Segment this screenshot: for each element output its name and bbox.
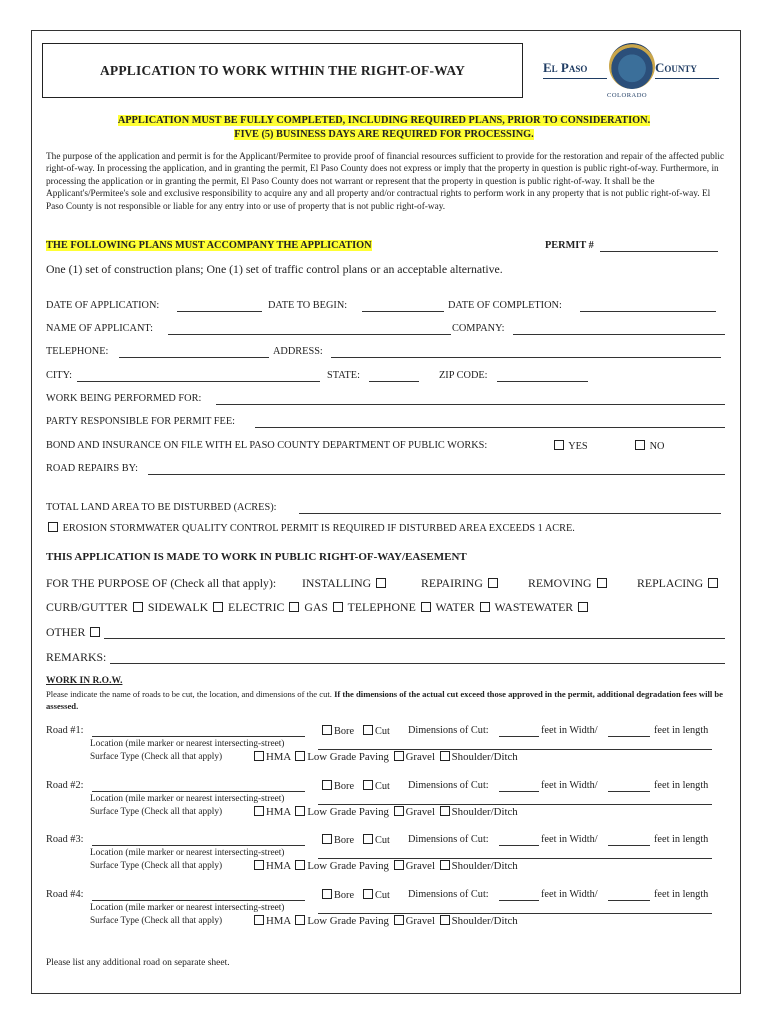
other-checkbox[interactable] xyxy=(90,627,100,637)
shoulder-ditch-option[interactable]: Shoulder/Ditch xyxy=(438,915,518,927)
cut-checkbox[interactable] xyxy=(363,780,373,790)
el-paso-county-logo xyxy=(543,43,719,101)
state-label: STATE: xyxy=(327,370,360,381)
plans-required-text: One (1) set of construction plans; One (1) set of traffic control plans or an acceptable alternative. xyxy=(46,262,503,276)
hma-checkbox[interactable] xyxy=(254,806,264,816)
date-of-completion-label: DATE OF COMPLETION: xyxy=(448,300,562,311)
length-field[interactable] xyxy=(608,736,650,737)
road-label: Road #1: xyxy=(46,725,84,736)
other-option[interactable]: OTHER xyxy=(46,625,102,640)
telephone-label: TELEPHONE: xyxy=(46,346,109,357)
telephone-checkbox[interactable] xyxy=(421,602,431,612)
road-label: Road #4: xyxy=(46,889,84,900)
road-name-field[interactable] xyxy=(92,845,305,846)
zip-code-label: ZIP CODE: xyxy=(439,370,488,381)
form-title-box xyxy=(42,43,523,98)
gravel-checkbox[interactable] xyxy=(394,915,404,925)
curb-gutter-checkbox[interactable] xyxy=(133,602,143,612)
gravel-option[interactable]: Gravel xyxy=(392,915,435,927)
form-title: APPLICATION TO WORK WITHIN THE RIGHT-OF-WAY xyxy=(99,62,466,78)
width-field[interactable] xyxy=(499,845,539,846)
remarks-label: REMARKS: xyxy=(46,650,107,664)
other-field[interactable] xyxy=(104,638,725,639)
location-label: Location (mile marker or nearest intersecting-street) xyxy=(90,794,285,804)
width-label: feet in Width/ xyxy=(541,725,598,736)
hma-checkbox[interactable] xyxy=(254,915,264,925)
length-label: feet in length xyxy=(654,834,709,845)
low-grade-paving-checkbox[interactable] xyxy=(295,860,305,870)
bore-option[interactable]: Bore xyxy=(320,725,354,737)
purpose-paragraph: The purpose of the application and permit is for the Applicant/Permitee to provide proof of financial resources sufficient to provide for the restoration and repair of the affected public right-of-way. In processing the application, and in granting the permit, El Paso County does not express or imply that the property in question is public right-of-way. Furthermore, in processing the application or in granting the permit, El Paso County does not warrant or represent that the property in question is public right-of-way. It shall be the Applicant's/Permitee's sole and exclusive responsibility to acquire any and all property and/or contractual rights to perform work in any property that is not public right-of-way. El Paso County is not responsible or liable for any entry into or use of property that is not public right-of-way. xyxy=(46,152,725,212)
permit-number-field[interactable] xyxy=(600,251,718,252)
surface-options xyxy=(252,915,518,927)
gravel-option[interactable]: Gravel xyxy=(392,751,435,763)
road-name-field[interactable] xyxy=(92,791,305,792)
road-name-field[interactable] xyxy=(92,736,305,737)
logo-subtitle: COLORADO xyxy=(607,92,648,99)
applicant-name-label: NAME OF APPLICANT: xyxy=(46,323,154,334)
wastewater-option[interactable]: WASTEWATER xyxy=(495,600,591,614)
notice-line-1: APPLICATION MUST BE FULLY COMPLETED, INCLUDING REQUIRED PLANS, PRIOR TO CONSIDERATION. xyxy=(117,115,651,126)
state-field[interactable] xyxy=(369,381,419,382)
easement-heading: THIS APPLICATION IS MADE TO WORK IN PUBLIC RIGHT-OF-WAY/EASEMENT xyxy=(46,551,467,563)
installing-option[interactable]: INSTALLING xyxy=(302,576,388,591)
width-label: feet in Width/ xyxy=(541,834,598,845)
width-field[interactable] xyxy=(499,736,539,737)
address-label: ADDRESS: xyxy=(273,346,323,357)
date-of-application-label: DATE OF APPLICATION: xyxy=(46,300,160,311)
gravel-checkbox[interactable] xyxy=(394,751,404,761)
length-label: feet in length xyxy=(654,889,709,900)
curb-gutter-option[interactable]: CURB/GUTTER xyxy=(46,600,145,614)
surface-options xyxy=(252,751,518,763)
road-label: Road #3: xyxy=(46,834,84,845)
row-instructions: Please indicate the name of roads to be cut, the location, and dimensions of the cut. If the dimensions of the actual cut exceed those approved in the permit, additional degradation fees will be assessed. xyxy=(46,689,724,711)
plans-heading: THE FOLLOWING PLANS MUST ACCOMPANY THE APPLICATION xyxy=(46,240,372,251)
location-label: Location (mile marker or nearest intersecting-street) xyxy=(90,903,285,913)
work-performed-for-label: WORK BEING PERFORMED FOR: xyxy=(46,393,202,404)
sidewalk-checkbox[interactable] xyxy=(213,602,223,612)
work-in-row-heading: WORK IN R.O.W. xyxy=(46,676,123,686)
work-performed-for-field[interactable] xyxy=(216,404,725,405)
width-label: feet in Width/ xyxy=(541,889,598,900)
shoulder-ditch-checkbox[interactable] xyxy=(440,806,450,816)
low-grade-paving-option[interactable]: Low Grade Paving xyxy=(293,860,389,872)
date-of-completion-field[interactable] xyxy=(580,311,716,312)
shoulder-ditch-checkbox[interactable] xyxy=(440,915,450,925)
bore-option[interactable]: Bore xyxy=(320,889,354,901)
party-responsible-label: PARTY RESPONSIBLE FOR PERMIT FEE: xyxy=(46,416,235,427)
gas-checkbox[interactable] xyxy=(333,602,343,612)
shoulder-ditch-option[interactable]: Shoulder/Ditch xyxy=(438,751,518,763)
bond-yes-option[interactable]: YES xyxy=(552,440,588,452)
party-responsible-field[interactable] xyxy=(255,427,725,428)
bore-checkbox[interactable] xyxy=(322,889,332,899)
company-field[interactable] xyxy=(513,334,725,335)
bore-checkbox[interactable] xyxy=(322,780,332,790)
dimensions-label: Dimensions of Cut: xyxy=(408,725,489,736)
date-to-begin-label: DATE TO BEGIN: xyxy=(268,300,348,311)
cut-option[interactable]: Cut xyxy=(361,834,390,846)
low-grade-paving-option[interactable]: Low Grade Paving xyxy=(293,806,389,818)
address-field[interactable] xyxy=(331,357,721,358)
utility-options-row xyxy=(46,600,590,615)
applicant-name-field[interactable] xyxy=(168,334,451,335)
logo-text-left: El Paso xyxy=(543,60,588,75)
notice-line-2: FIVE (5) BUSINESS DAYS ARE REQUIRED FOR PROCESSING. xyxy=(234,129,534,140)
gas-option[interactable]: GAS xyxy=(304,600,345,614)
logo-rule-left xyxy=(543,78,607,79)
gravel-checkbox[interactable] xyxy=(394,860,404,870)
removing-option[interactable]: REMOVING xyxy=(528,576,609,591)
width-field[interactable] xyxy=(499,791,539,792)
surface-type-label: Surface Type (Check all that apply) xyxy=(90,752,223,762)
erosion-permit-option[interactable]: EROSION STORMWATER QUALITY CONTROL PERMIT IS REQUIRED IF DISTURBED AREA EXCEEDS 1 ACRE. xyxy=(46,522,575,534)
hma-option[interactable]: HMA xyxy=(252,806,291,818)
road-repairs-label: ROAD REPAIRS BY: xyxy=(46,463,138,474)
dimensions-label: Dimensions of Cut: xyxy=(408,780,489,791)
length-field[interactable] xyxy=(608,845,650,846)
zip-code-field[interactable] xyxy=(497,381,588,382)
low-grade-paving-option[interactable]: Low Grade Paving xyxy=(293,915,389,927)
logo-text-right: County xyxy=(655,60,697,75)
low-grade-paving-checkbox[interactable] xyxy=(295,806,305,816)
low-grade-paving-option[interactable]: Low Grade Paving xyxy=(293,751,389,763)
location-label: Location (mile marker or nearest intersecting-street) xyxy=(90,848,285,858)
installing-checkbox[interactable] xyxy=(376,578,386,588)
length-field[interactable] xyxy=(608,791,650,792)
removing-checkbox[interactable] xyxy=(597,578,607,588)
width-field[interactable] xyxy=(499,900,539,901)
shoulder-ditch-checkbox[interactable] xyxy=(440,751,450,761)
replacing-option[interactable]: REPLACING xyxy=(637,576,720,591)
low-grade-paving-checkbox[interactable] xyxy=(295,915,305,925)
road-label: Road #2: xyxy=(46,780,84,791)
dimensions-label: Dimensions of Cut: xyxy=(408,834,489,845)
erosion-permit-checkbox[interactable] xyxy=(48,522,58,532)
date-of-application-field[interactable] xyxy=(177,311,262,312)
electric-option[interactable]: ELECTRIC xyxy=(228,600,301,614)
bond-insurance-label: BOND AND INSURANCE ON FILE WITH EL PASO COUNTY DEPARTMENT OF PUBLIC WORKS: xyxy=(46,440,488,451)
cut-checkbox[interactable] xyxy=(363,725,373,735)
land-area-field[interactable] xyxy=(299,513,721,514)
location-field[interactable] xyxy=(318,858,712,859)
electric-checkbox[interactable] xyxy=(289,602,299,612)
gravel-checkbox[interactable] xyxy=(394,806,404,816)
bond-yes-checkbox[interactable] xyxy=(554,440,564,450)
hma-option[interactable]: HMA xyxy=(252,860,291,872)
sidewalk-option[interactable]: SIDEWALK xyxy=(148,600,225,614)
gravel-option[interactable]: Gravel xyxy=(392,806,435,818)
telephone-field[interactable] xyxy=(119,357,269,358)
hma-option[interactable]: HMA xyxy=(252,751,291,763)
bore-checkbox[interactable] xyxy=(322,725,332,735)
water-checkbox[interactable] xyxy=(480,602,490,612)
location-field[interactable] xyxy=(318,804,712,805)
city-field[interactable] xyxy=(77,381,320,382)
width-label: feet in Width/ xyxy=(541,780,598,791)
bond-no-option[interactable]: NO xyxy=(633,440,664,452)
cut-option[interactable]: Cut xyxy=(361,780,390,792)
cut-option[interactable]: Cut xyxy=(361,889,390,901)
replacing-checkbox[interactable] xyxy=(708,578,718,588)
surface-options xyxy=(252,860,518,872)
hma-option[interactable]: HMA xyxy=(252,915,291,927)
road-repairs-field[interactable] xyxy=(148,474,725,475)
cut-option[interactable]: Cut xyxy=(361,725,390,737)
cut-checkbox[interactable] xyxy=(363,834,373,844)
land-area-label: TOTAL LAND AREA TO BE DISTURBED (ACRES): xyxy=(46,502,277,513)
purpose-label: FOR THE PURPOSE OF (Check all that apply): xyxy=(46,576,277,590)
cut-checkbox[interactable] xyxy=(363,889,373,899)
bore-option[interactable]: Bore xyxy=(320,780,354,792)
length-label: feet in length xyxy=(654,725,709,736)
company-label: COMPANY: xyxy=(452,323,505,334)
hma-checkbox[interactable] xyxy=(254,751,264,761)
repairing-option[interactable]: REPAIRING xyxy=(421,576,500,591)
length-label: feet in length xyxy=(654,780,709,791)
water-option[interactable]: WATER xyxy=(435,600,491,614)
location-label: Location (mile marker or nearest intersecting-street) xyxy=(90,739,285,749)
location-field[interactable] xyxy=(318,749,712,750)
bore-checkbox[interactable] xyxy=(322,834,332,844)
location-field[interactable] xyxy=(318,913,712,914)
telephone-option[interactable]: TELEPHONE xyxy=(348,600,433,614)
shoulder-ditch-option[interactable]: Shoulder/Ditch xyxy=(438,806,518,818)
bond-no-checkbox[interactable] xyxy=(635,440,645,450)
city-label: CITY: xyxy=(46,370,72,381)
county-seal-icon xyxy=(609,43,655,89)
shoulder-ditch-checkbox[interactable] xyxy=(440,860,450,870)
hma-checkbox[interactable] xyxy=(254,860,264,870)
remarks-field[interactable] xyxy=(110,663,725,664)
repairing-checkbox[interactable] xyxy=(488,578,498,588)
low-grade-paving-checkbox[interactable] xyxy=(295,751,305,761)
gravel-option[interactable]: Gravel xyxy=(392,860,435,872)
shoulder-ditch-option[interactable]: Shoulder/Ditch xyxy=(438,860,518,872)
surface-type-label: Surface Type (Check all that apply) xyxy=(90,916,223,926)
date-to-begin-field[interactable] xyxy=(362,311,444,312)
dimensions-label: Dimensions of Cut: xyxy=(408,889,489,900)
road-name-field[interactable] xyxy=(92,900,305,901)
additional-roads-note: Please list any additional road on separate sheet. xyxy=(46,958,230,968)
surface-type-label: Surface Type (Check all that apply) xyxy=(90,861,223,871)
surface-type-label: Surface Type (Check all that apply) xyxy=(90,807,223,817)
surface-options xyxy=(252,806,518,818)
logo-rule-right xyxy=(655,78,719,79)
bore-option[interactable]: Bore xyxy=(320,834,354,846)
wastewater-checkbox[interactable] xyxy=(578,602,588,612)
length-field[interactable] xyxy=(608,900,650,901)
permit-number-label: PERMIT # xyxy=(545,240,594,251)
